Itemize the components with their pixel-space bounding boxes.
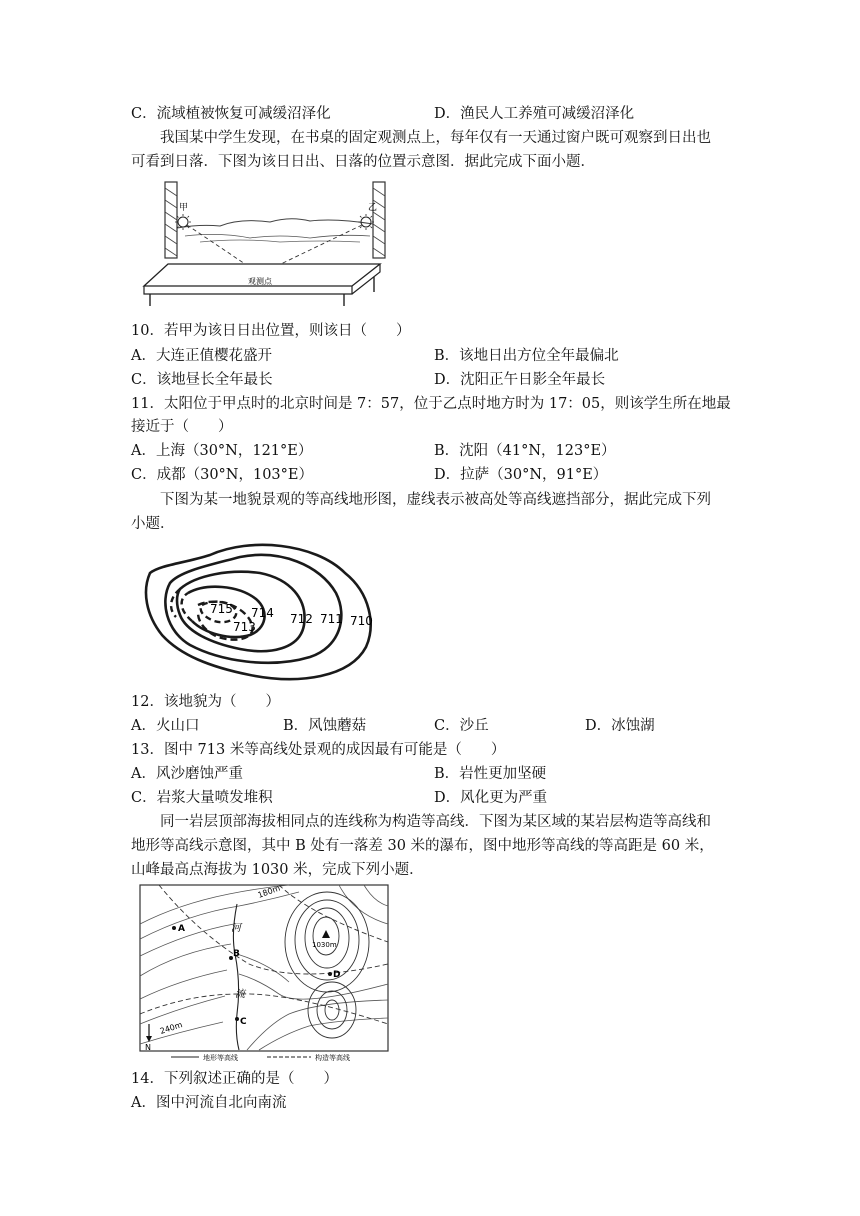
label-river-liu: 流 [235, 989, 245, 1000]
q9-option-c: C．流域植被恢复可减缓沼泽化 [131, 106, 331, 122]
sunrise-sunset-figure [140, 178, 390, 306]
q11-option-d: D．拉萨（30°N，91°E） [434, 467, 608, 483]
label-c: C [240, 1017, 247, 1027]
q13-option-d: D．风化更为严重 [434, 790, 548, 806]
legend-terrain: 地形等高线 [203, 1054, 238, 1062]
point-d [328, 972, 332, 976]
q14-stem: 14．下列叙述正确的是（ ） [131, 1071, 338, 1087]
label-711: 711 [320, 612, 343, 626]
q11-option-b: B．沈阳（41°N，123°E） [434, 443, 616, 459]
label-240m: 240m [158, 1020, 184, 1036]
label-713: 713 [233, 620, 256, 634]
label-a: A [178, 924, 185, 934]
q10-option-b: B．该地日出方位全年最偏北 [434, 348, 619, 364]
label-715: 715 [210, 602, 233, 616]
window-frame-left [165, 182, 177, 258]
q11-stem-line2: 接近于（ ） [131, 419, 233, 435]
q13-option-c: C．岩浆大量喷发堆积 [131, 790, 273, 806]
q13-option-b: B．岩性更加坚硬 [434, 766, 547, 782]
q10-option-d: D．沈阳正午日影全年最长 [434, 372, 606, 388]
q10-stem: 10．若甲为该日日出位置，则该日（ ） [131, 323, 411, 339]
label-710: 710 [350, 614, 373, 628]
label-river-he: 河 [231, 923, 241, 934]
q12-option-a: A．火山口 [131, 718, 200, 734]
q10-option-c: C．该地昼长全年最长 [131, 372, 273, 388]
q13-stem: 13．图中 713 米等高线处景观的成因最有可能是（ ） [131, 742, 506, 758]
intro3-line2: 地形等高线示意图，其中 B 处有一落差 30 米的瀑布，图中地形等高线的等高距是 60 米， [131, 838, 714, 854]
structure-contour-map [139, 884, 391, 1064]
q12-stem: 12．该地貌为（ ） [131, 694, 280, 710]
q9-option-d: D．渔民人工养殖可减缓沼泽化 [434, 106, 635, 122]
sun-jia-icon [178, 217, 188, 227]
intro2-line1: 下图为某一地貌景观的等高线地形图，虚线表示被高处等高线遮挡部分，据此完成下列 [160, 492, 711, 508]
intro2-line2: 小题． [131, 516, 175, 532]
q12-option-b: B．风蚀蘑菇 [283, 718, 367, 734]
label-jia: 甲 [179, 203, 189, 213]
q14-option-a: A．图中河流自北向南流 [131, 1095, 287, 1111]
legend-structure: 构造等高线 [315, 1054, 350, 1062]
q13-option-a: A．风沙磨蚀严重 [131, 766, 243, 782]
label-714: 714 [251, 606, 274, 620]
label-observation: 观测点 [248, 277, 272, 286]
window-frame-right [373, 182, 385, 258]
intro3-line1: 同一岩层顶部海拔相同点的连线称为构造等高线．下图为某区域的某岩层构造等高线和 [160, 814, 711, 830]
q12-option-d: D．冰蚀湖 [585, 718, 655, 734]
label-b: B [233, 949, 240, 959]
q11-stem-line1: 11．太阳位于甲点时的北京时间是 7：57，位于乙点时地方时为 17：05，则该学生所在地最 [131, 396, 731, 412]
point-a [172, 926, 176, 930]
q12-option-c: C．沙丘 [434, 718, 489, 734]
q11-option-a: A．上海（30°N，121°E） [131, 443, 313, 459]
label-712: 712 [290, 612, 313, 626]
intro1-line1: 我国某中学生发现，在书桌的固定观测点上，每年仅有一天通过窗户既可观察到日出也 [160, 130, 711, 146]
label-1030m: 1030m [312, 941, 337, 949]
intro1-line2: 可看到日落．下图为该日日出、日落的位置示意图．据此完成下面小题． [131, 154, 595, 170]
q10-option-a: A．大连正值樱花盛开 [131, 348, 272, 364]
label-180m: 180m [256, 884, 282, 900]
point-c [235, 1017, 239, 1021]
label-north: N [145, 1043, 151, 1052]
intro3-line3: 山峰最高点海拔为 1030 米，完成下列小题． [131, 862, 424, 878]
label-yi: 乙 [368, 203, 378, 213]
label-d: D [333, 970, 341, 980]
q11-option-c: C．成都（30°N，103°E） [131, 467, 313, 483]
landform-contour-figure [140, 535, 380, 687]
